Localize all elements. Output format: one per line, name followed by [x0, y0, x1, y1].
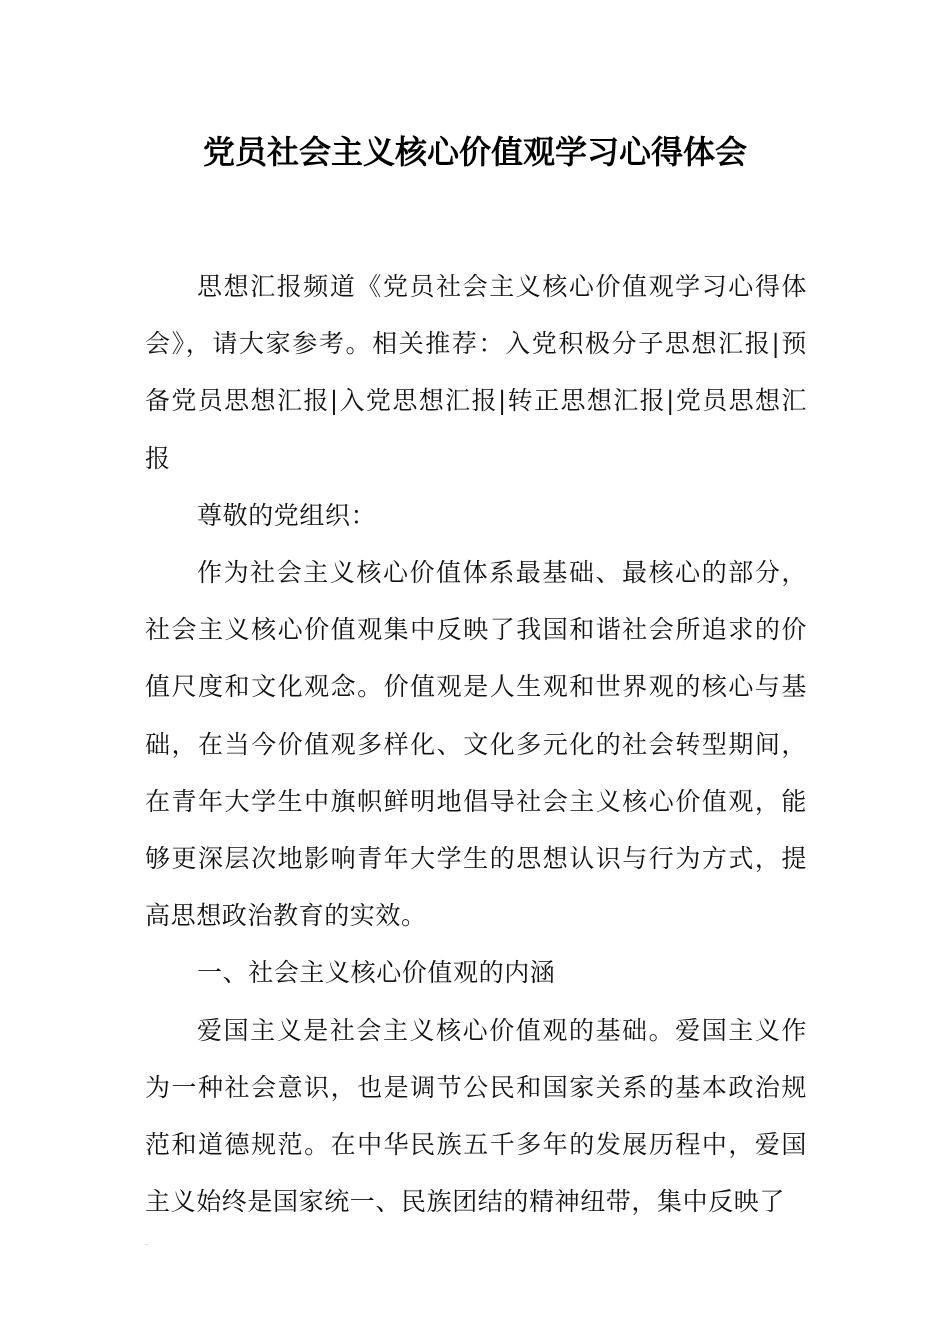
document-body [145, 258, 807, 1230]
document-title: 党员社会主义核心价值观学习心得体会 [202, 133, 747, 171]
body-paragraph: 作为社会主义核心价值体系最基础、最核心的部分，社会主义核心价值观集中反映了我国和谐社会所追求的价值尺度和文化观念。价值观是人生观和世界观的核心与基础，在当今价值观多样化、文化多元化的社会转型期间，在青年大学生中旗帜鲜明地倡导社会主义核心价值观，能够更深层次地影响青年大学生的思想认识与行为方式，提高思想政治教育的实效。 [145, 558, 807, 931]
page-divider [145, 1244, 148, 1245]
body-paragraph: 爱国主义是社会主义核心价值观的基础。爱国主义作为一种社会意识，也是调节公民和国家关系的基本政治规范和道德规范。在中华民族五千多年的发展历程中，爱国主义始终是国家统一、民族团结的精神纽带，集中反映了 [145, 1015, 807, 1217]
section-heading: 一、社会主义核心价值观的内涵 [197, 958, 556, 988]
intro-paragraph: 思想汇报频道《党员社会主义核心价值观学习心得体会》，请大家参考。相关推荐：入党积极分子思想汇报|预备党员思想汇报|入党思想汇报|转正思想汇报|党员思想汇报 [145, 272, 807, 473]
salutation: 尊敬的党组织： [197, 500, 377, 530]
